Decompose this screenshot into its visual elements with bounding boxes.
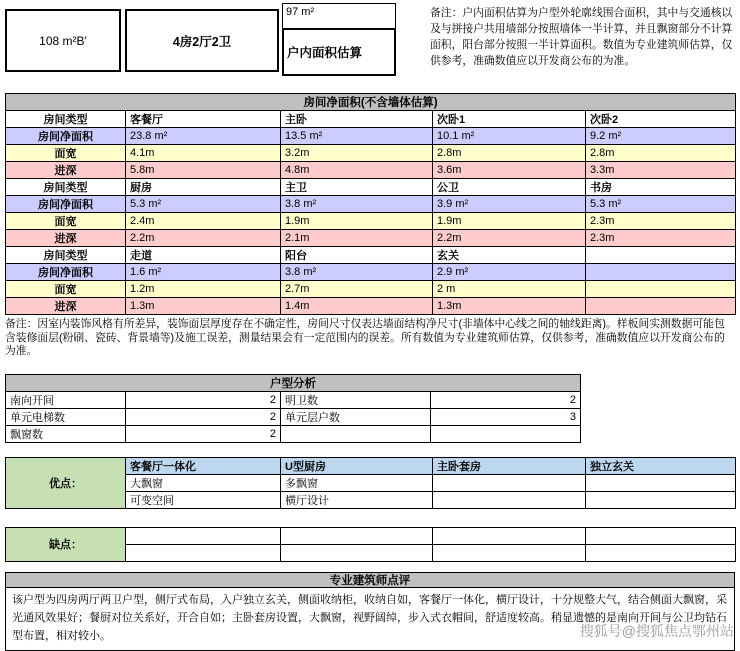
room-name-cell: 阳台 [281,247,433,264]
area-label-cell: 户内面积估算 [282,28,396,76]
room-name-cell: 公卫 [433,179,586,196]
watermark-text: 搜狐号@搜狐焦点鄂州站 [579,623,734,639]
room-depth-cell: 2.3m [586,230,736,247]
pros-label-cell: 优点： [6,457,126,508]
room-width-cell [586,281,736,298]
room-width-cell: 1.9m [281,213,433,230]
room-width-cell: 2.8m [586,145,736,162]
room-depth-cell: 2.2m [126,230,281,247]
room-depth-cell [586,298,736,315]
top-remark-text: 备注：户内面积估算为户型外轮廓线围合面积，其中与交通核以及与拼接户共用墙部分按照墙体一半计算，并且飘窗部分不计算面积，阳台部分按照一半计算面积。数值为专业建筑师估算，仅供参考，准确数值应以开发商公布的为准。 [430,7,733,67]
room-area-cell: 3.8 m² [281,196,433,213]
analysis-label: 明卫数 [281,391,431,408]
room-depth-cell: 1.4m [281,298,433,315]
row-label-type: 房间类型 [6,179,126,196]
pros-cell: U型厨房 [281,457,433,474]
room-table-title: 房间净面积(不含墙体估算) [6,94,736,111]
table-row [6,162,736,179]
row-label-depth: 进深 [6,230,126,247]
review-title: 专业建筑师点评 [5,572,735,588]
table-row [6,247,736,264]
room-depth-cell: 5.8m [126,162,281,179]
room-area-cell: 9.2 m² [586,128,736,145]
cons-label-cell: 缺点： [6,527,126,561]
cons-cell [433,527,586,544]
room-width-cell: 2.4m [126,213,281,230]
row-label-width: 面宽 [6,145,126,162]
cons-cell [586,527,736,544]
table-row [6,527,736,544]
table-row [6,391,581,408]
row-label-depth: 进深 [6,162,126,179]
cons-cell [126,527,281,544]
room-width-cell: 2.3m [586,213,736,230]
room-area-table [5,93,736,315]
table-row [6,179,736,196]
pros-cell: 独立玄关 [586,457,736,474]
room-area-cell: 13.5 m² [281,128,433,145]
cons-cell [281,544,433,561]
analysis-value [431,425,581,442]
area-estimate-block [282,3,396,76]
table-row [6,298,736,315]
room-name-cell: 走道 [126,247,281,264]
row-label-area: 房间净面积 [6,264,126,281]
room-name-cell: 次卧2 [586,111,736,128]
pros-cell [433,491,586,508]
room-name-cell: 客餐厅 [126,111,281,128]
row-label-width: 面宽 [6,213,126,230]
row-label-depth: 进深 [6,298,126,315]
analysis-label: 飘窗数 [6,425,126,442]
room-depth-cell: 1.3m [433,298,586,315]
cons-cell [433,544,586,561]
analysis-header-row [6,374,581,391]
room-depth-cell: 1.3m [126,298,281,315]
table-row [6,425,581,442]
analysis-label: 单元层户数 [281,408,431,425]
room-area-cell: 10.1 m² [433,128,586,145]
layout-analysis-table [5,374,581,443]
analysis-label: 单元电梯数 [6,408,126,425]
room-area-cell: 23.8 m² [126,128,281,145]
room-name-cell: 厨房 [126,179,281,196]
table-row [6,408,581,425]
row-label-type: 房间类型 [6,247,126,264]
analysis-value: 2 [126,391,281,408]
analysis-label: 南向开间 [6,391,126,408]
room-width-cell: 2.8m [433,145,586,162]
room-depth-cell: 3.6m [433,162,586,179]
room-area-cell: 5.3 m² [586,196,736,213]
table-row [6,145,736,162]
room-area-cell: 2.9 m² [433,264,586,281]
room-name-cell: 次卧1 [433,111,586,128]
room-name-cell: 主卫 [281,179,433,196]
analysis-value: 2 [126,425,281,442]
top-header [5,2,738,80]
row-label-area: 房间净面积 [6,196,126,213]
table-row [6,196,736,213]
cons-cell [281,527,433,544]
room-width-cell: 1.2m [126,281,281,298]
pros-cell: 多飘窗 [281,474,433,491]
room-depth-cell: 2.1m [281,230,433,247]
room-width-cell: 2.7m [281,281,433,298]
room-area-cell: 5.3 m² [126,196,281,213]
cons-cell [586,544,736,561]
pros-cell [586,491,736,508]
room-area-cell: 3.8 m² [281,264,433,281]
pros-cell: 横厅设计 [281,491,433,508]
analysis-value: 2 [126,408,281,425]
room-area-cell: 3.9 m² [433,196,586,213]
measurement-note: 备注：因室内装饰风格有所差异，装饰面层厚度存在不确定性，房间尺寸仅表达墙面结构净尺寸(非墙体中心线之间的轴线距离)。样板间实测数据可能包含装修面层(粉刷、瓷砖、背景墙等)及施工误差，测量结果会有一定范围内的误差。所有数值为专业建筑师估算，仅供参考，准确数值应以开发商公布的为准。 [5,318,725,357]
room-name-cell: 玄关 [433,247,586,264]
cons-cell [126,544,281,561]
area-value-cell: 97 m² [282,3,396,29]
room-width-cell: 2 m [433,281,586,298]
room-depth-cell: 4.8m [281,162,433,179]
room-name-cell: 主卧 [281,111,433,128]
pros-cell: 大飘窗 [126,474,281,491]
room-area-cell [586,264,736,281]
room-area-cell: 1.6 m² [126,264,281,281]
analysis-value: 2 [431,391,581,408]
pros-cell: 客餐厅一体化 [126,457,281,474]
pros-cell: 主卧套房 [433,457,586,474]
room-width-cell: 4.1m [126,145,281,162]
analysis-title: 户型分析 [6,374,581,391]
room-depth-cell: 2.2m [433,230,586,247]
analysis-label [281,425,431,442]
pros-table [5,457,736,509]
unit-size-cell: 108 m²B' [5,9,121,72]
room-depth-cell: 3.3m [586,162,736,179]
pros-cell [586,474,736,491]
row-label-width: 面宽 [6,281,126,298]
layout-type-cell: 4房2厅2卫 [125,9,279,72]
table-row [6,213,736,230]
room-width-cell: 3.2m [281,145,433,162]
table-row [6,111,736,128]
review-text: 该户型为四房两厅两卫户型，侧厅式布局，入户独立玄关，侧面收纳柜，收纳自如，客餐厅一体化，横厅设计，十分规整大气，结合侧面大飘窗，采光通风效果好；餐厨对位关系好，开合自如；主卧套房设置，大飘窗，视野阔绰，步入式衣帽间，舒适度较高。稍显遗憾的是南向开间与公卫均钻石型布置，相对较小。 [5,588,735,651]
table-row [6,230,736,247]
row-label-type: 房间类型 [6,111,126,128]
room-name-cell [586,247,736,264]
table-row [6,457,736,474]
pros-cell: 可变空间 [126,491,281,508]
row-label-area: 房间净面积 [6,128,126,145]
room-table-header-row [6,94,736,111]
room-name-cell: 书房 [586,179,736,196]
table-row [6,128,736,145]
table-row [6,281,736,298]
pros-cell [433,474,586,491]
room-width-cell: 1.9m [433,213,586,230]
table-row [6,264,736,281]
cons-table [5,527,736,562]
analysis-value: 3 [431,408,581,425]
